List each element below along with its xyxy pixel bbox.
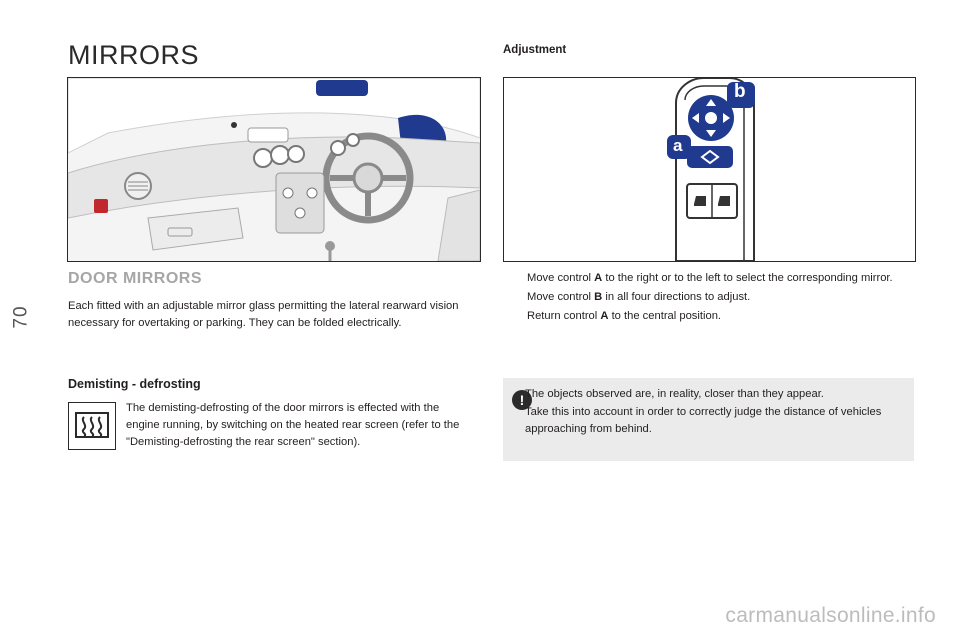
rear-screen-heating-icon [68, 402, 116, 450]
page-number: 70 [10, 305, 32, 329]
mirror-control-illustration [504, 78, 915, 261]
door-mirrors-heading: DOOR MIRRORS [68, 270, 202, 287]
door-mirrors-intro: Each fitted with an adjustable mirror glass permitting the lateral rearward vision necessary for overtaking or parking. They can be folded electrically. [68, 300, 459, 329]
dashboard-interior-illustration [68, 78, 480, 261]
label-a: a [673, 136, 683, 155]
demisting-text: The demisting-defrosting of the door mirrors is effected with the engine running, by switching on the heated rear screen (refer to the "Demisting-defrosting the rear screen" section). [126, 402, 460, 448]
warning-line-1: The objects observed are, in reality, closer than they appear. [525, 388, 824, 400]
page-title: MIRRORS [68, 40, 199, 70]
label-b: b [734, 81, 746, 102]
list-item: Return control A to the central position. [527, 310, 722, 322]
adjustment-heading: Adjustment [503, 44, 567, 56]
list-item: Move control A to the right or to the left to select the corresponding mirror. [527, 272, 893, 284]
list-item: Move control B in all four directions to adjust. [527, 291, 751, 303]
exclamation-icon: ! [512, 390, 532, 410]
warning-line-2: Take this into account in order to correctly judge the distance of vehicles approaching from behind. [525, 406, 882, 435]
demisting-heading: Demisting - defrosting [68, 377, 201, 391]
mirror-control-figure [503, 77, 916, 262]
adjustment-steps [503, 270, 918, 327]
warning-box [503, 378, 914, 461]
dashboard-figure [67, 77, 481, 262]
watermark: carmanualsonline.info [725, 604, 936, 627]
